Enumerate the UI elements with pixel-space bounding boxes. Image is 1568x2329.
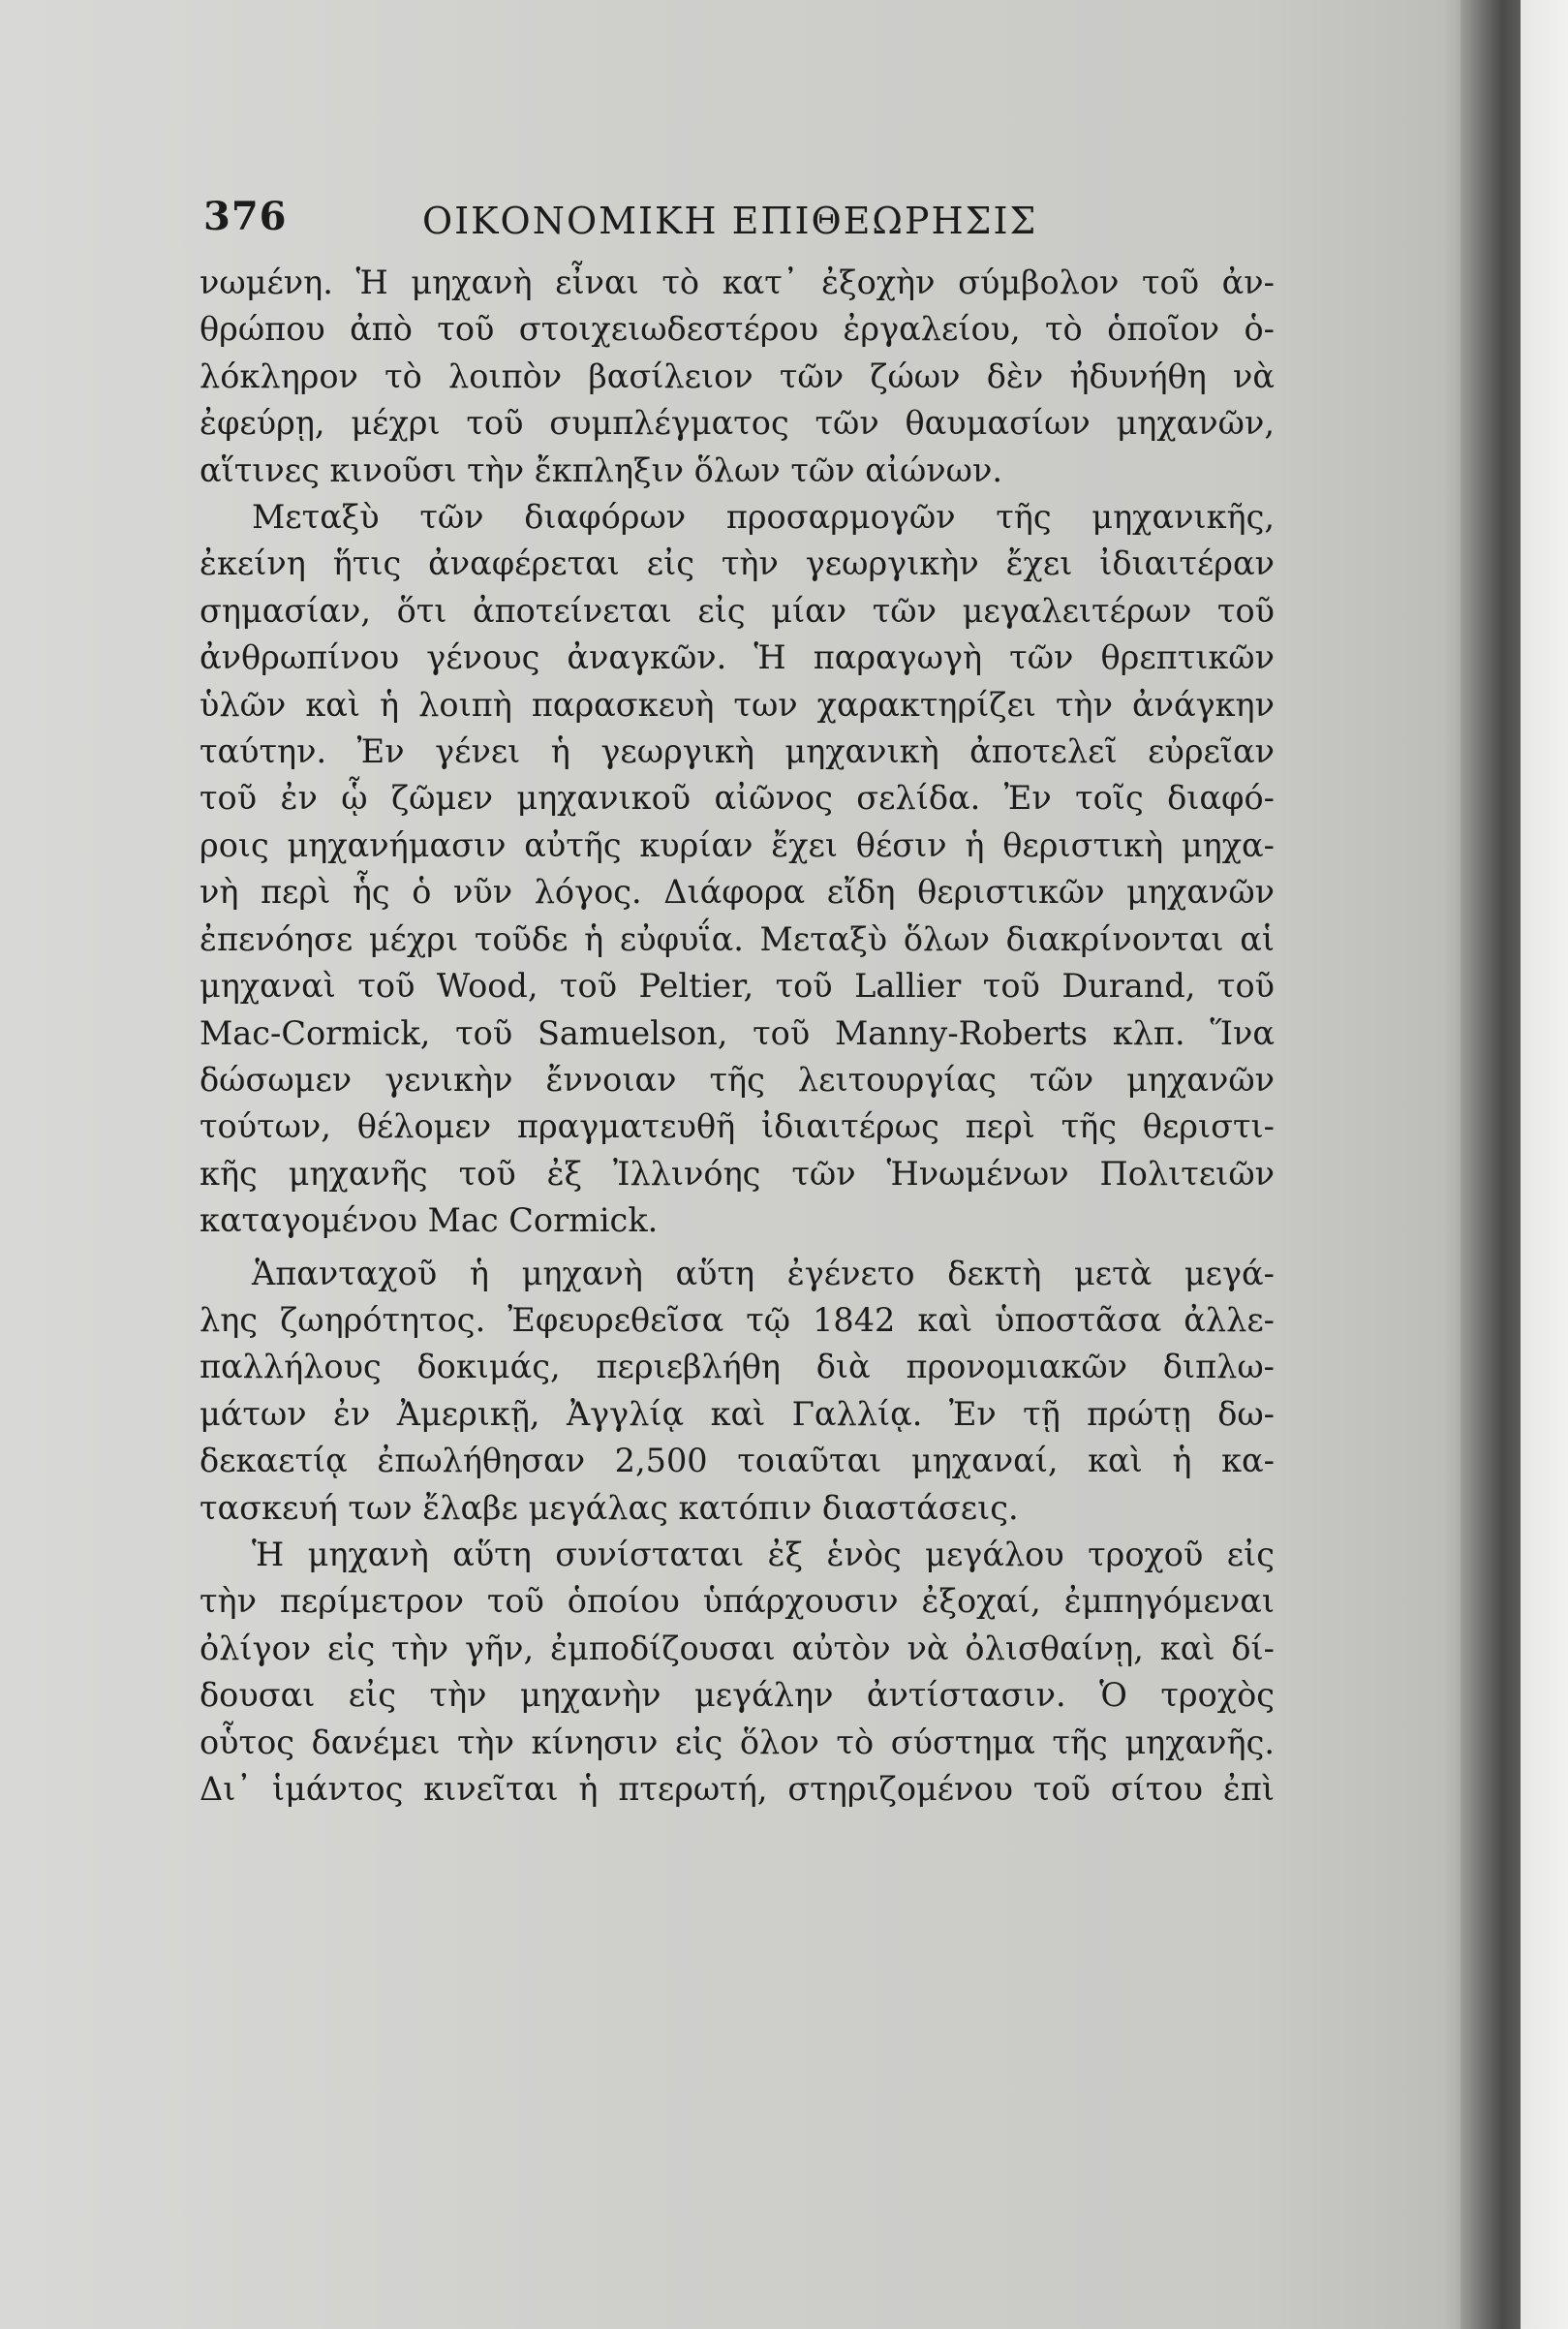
text-line: δουσαι εἰς τὴν μηχανὴν μεγάλην ἀντίστασιν. Ὁ τροχὸς xyxy=(200,1676,1275,1715)
text-line: Ἡ μηχανὴ αὕτη συνίσταται ἐξ ἑνὸς μεγάλου τροχοῦ εἰς xyxy=(252,1535,1275,1573)
text-line: ὑλῶν καὶ ἡ λοιπὴ παρασκευὴ των χαρακτηρίζει τὴν ἀνάγκην xyxy=(200,685,1275,724)
text-line: ἐπενόησε μέχρι τοῦδε ἡ εὐφυΐα. Μεταξὺ ὅλων διακρίνονται αἱ xyxy=(200,919,1275,958)
running-head xyxy=(200,194,1304,252)
text-line: κῆς μηχανῆς τοῦ ἐξ Ἰλλινόης τῶν Ἡνωμένων Πολιτειῶν xyxy=(200,1154,1275,1193)
text-line: νὴ περὶ ἧς ὁ νῦν λόγος. Διάφορα εἴδη θεριστικῶν μηχανῶν xyxy=(200,873,1275,912)
text-line: ὀλίγον εἰς τὴν γῆν, ἐμποδίζουσαι αὐτὸν νὰ ὀλισθαίνῃ, καὶ δί- xyxy=(200,1629,1275,1667)
paragraph-2 xyxy=(200,494,1304,1245)
text-line: ἀνθρωπίνου γένους ἀναγκῶν. Ἡ παραγωγὴ τῶν θρεπτικῶν xyxy=(200,638,1275,677)
paragraph-4 xyxy=(200,1532,1304,1813)
paragraph-3 xyxy=(200,1251,1304,1532)
text-line: τοῦ ἐν ᾧ ζῶμεν μηχανικοῦ αἰῶνος σελίδα. Ἐν τοῖς διαφό- xyxy=(200,779,1275,818)
text-line: καταγομένου Mac Cormick. xyxy=(200,1201,659,1240)
paragraph-1 xyxy=(200,260,1304,494)
book-spine-shadow xyxy=(1460,0,1521,2329)
text-line: οὗτος δανέμει τὴν κίνησιν εἰς ὅλον τὸ σύστημα τῆς μηχανῆς. xyxy=(200,1723,1275,1761)
text-line: μάτων ἐν Ἀμερικῇ, Ἀγγλίᾳ καὶ Γαλλίᾳ. Ἐν τῇ πρώτῃ δω- xyxy=(200,1394,1275,1433)
text-line: ἐκείνη ἥτις ἀναφέρεται εἰς τὴν γεωργικὴν ἔχει ἰδιαιτέραν xyxy=(200,544,1275,583)
text-line: τὴν περίμετρον τοῦ ὁποίου ὑπάρχουσιν ἐξοχαί, ἐμπηγόμεναι xyxy=(200,1582,1275,1621)
book-page xyxy=(200,194,1304,1813)
text-line: Δι᾽ ἱμάντος κινεῖται ἡ πτερωτή, στηριζομένου τοῦ σίτου ἐπὶ xyxy=(200,1770,1275,1808)
text-line: δώσωμεν γενικὴν ἔννοιαν τῆς λειτουργίας τῶν μηχανῶν xyxy=(200,1060,1275,1099)
text-line: Ἁπανταχοῦ ἡ μηχανὴ αὕτη ἐγένετο δεκτὴ μετὰ μεγά- xyxy=(252,1254,1275,1292)
text-line: δεκαετίᾳ ἐπωλήθησαν 2,500 τοιαῦται μηχαναί, καὶ ἡ κα- xyxy=(200,1442,1275,1480)
text-line: ἐφεύρῃ, μέχρι τοῦ συμπλέγματος τῶν θαυμασίων μηχανῶν, xyxy=(200,404,1275,443)
text-line: λόκληρον τὸ λοιπὸν βασίλειον τῶν ζώων δὲν ἠδυνήθη νὰ xyxy=(200,357,1275,395)
text-line: τούτων, θέλομεν πραγματευθῆ ἰδιαιτέρως περὶ τῆς θεριστι- xyxy=(200,1107,1275,1146)
body-text xyxy=(200,260,1304,1813)
facing-page-edge xyxy=(1521,0,1568,2329)
text-line: σημασίαν, ὅτι ἀποτείνεται εἰς μίαν τῶν μεγαλειτέρων τοῦ xyxy=(200,591,1275,630)
text-line: τασκευή των ἔλαβε μεγάλας κατόπιν διαστάσεις. xyxy=(200,1488,1019,1527)
text-line: θρώπου ἀπὸ τοῦ στοιχειωδεστέρου ἐργαλείου, τὸ ὁποῖον ὁ- xyxy=(200,310,1275,349)
text-line: αἵτινες κινοῦσι τὴν ἔκπληξιν ὅλων τῶν αἰώνων. xyxy=(200,450,1002,489)
text-line: λης ζωηρότητος. Ἐφευρεθεῖσα τῷ 1842 καὶ ὑποστᾶσα ἀλλε- xyxy=(200,1300,1275,1339)
page-number: 376 xyxy=(203,194,288,239)
text-line: παλλήλους δοκιμάς, περιεβλήθη διὰ προνομιακῶν διπλω- xyxy=(200,1348,1275,1386)
text-line: μηχαναὶ τοῦ Wood, τοῦ Peltier, τοῦ Lallier τοῦ Durand, τοῦ xyxy=(200,967,1275,1006)
journal-title: ΟΙΚΟΝΟΜΙΚΗ ΕΠΙΘΕΩΡΗΣΙΣ xyxy=(422,200,1038,242)
text-line: νωμένη. Ἡ μηχανὴ εἶναι τὸ κατ᾽ ἐξοχὴν σύμβολον τοῦ ἀν- xyxy=(200,264,1275,301)
text-line: Μεταξὺ τῶν διαφόρων προσαρμογῶν τῆς μηχανικῆς, xyxy=(252,498,1275,537)
text-line: ροις μηχανήμασιν αὐτῆς κυρίαν ἔχει θέσιν ἡ θεριστικὴ μηχα- xyxy=(200,825,1275,864)
text-line: Mac-Cormick, τοῦ Samuelson, τοῦ Manny-Roberts κλπ. Ἵνα xyxy=(200,1013,1275,1052)
text-line: ταύτην. Ἐν γένει ἡ γεωργικὴ μηχανικὴ ἀποτελεῖ εὐρεῖαν xyxy=(200,732,1275,771)
